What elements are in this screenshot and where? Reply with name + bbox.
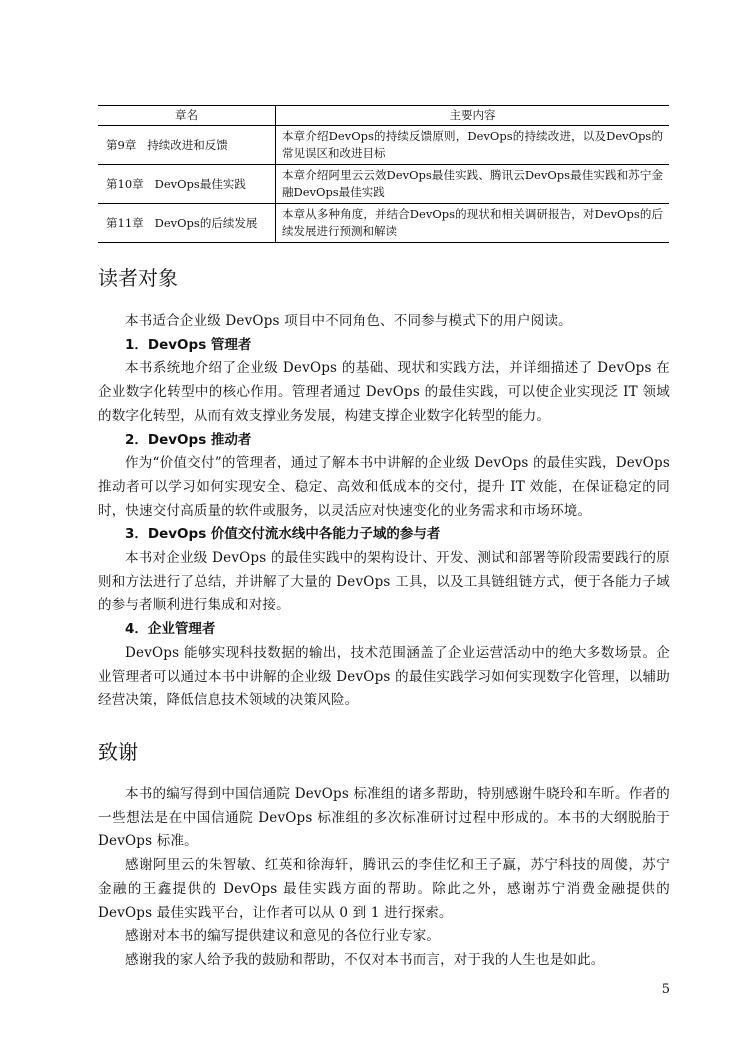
chapter-name-cell bbox=[98, 165, 276, 204]
thanks-paragraph: 感谢阿里云的朱智敏、红英和徐海轩，腾讯云的李佳忆和王子赢，苏宁科技的周傻，苏宁金融的王鑫提供的 DevOps 最佳实践方面的帮助。除此之外，感谢苏宁消费金融提供的 DevOps 最佳实践平台，让作者可以从 0 到 1 进行探索。 bbox=[98, 857, 670, 921]
readers-section-body bbox=[98, 310, 670, 713]
readers-section-title: 读者对象 bbox=[98, 266, 178, 290]
chapter-content-cell: 本章介绍阿里云云效DevOps最佳实践、腾讯云DevOps最佳实践和苏宁金融DevOps最佳实践 bbox=[276, 165, 670, 204]
table-row bbox=[98, 126, 669, 165]
chapter-number: 第9章 bbox=[106, 137, 137, 152]
table-row bbox=[98, 204, 669, 243]
reader-text-pipeline-participant: 本书对企业级 DevOps 的最佳实践中的架构设计、开发、测试和部署等阶段需要践行的原则和方法进行了总结，并讲解了大量的 DevOps 工具，以及工具链组链方式，便于各能力子域的参与者顺利进行集成和对接。 bbox=[98, 550, 670, 614]
chapter-title: 持续改进和反馈 bbox=[147, 137, 228, 152]
reader-text-devops-promoter: 作为“价值交付”的管理者，通过了解本书中讲解的企业级 DevOps 的最佳实践，DevOps 推动者可以学习如何实现安全、稳定、高效和低成本的交付，提升 IT 效能，在保证稳定的同时，快速交付高质量的软件或服务，以灵活应对快速变化的业务需求和市场环境。 bbox=[98, 455, 670, 519]
table-header-chapter: 章名 bbox=[98, 106, 276, 126]
reader-heading-devops-manager: 1．DevOps 管理者 bbox=[125, 336, 252, 353]
chapter-content-cell: 本章介绍DevOps的持续反馈原则，DevOps的持续改进，以及DevOps的常见误区和改进目标 bbox=[276, 126, 670, 165]
page-number: 5 bbox=[661, 982, 670, 997]
thanks-section-body bbox=[98, 783, 670, 973]
chapter-title: DevOps最佳实践 bbox=[154, 176, 246, 191]
chapter-content-cell: 本章从多种角度，并结合DevOps的现状和相关调研报告，对DevOps的后续发展进行预测和解读 bbox=[276, 204, 670, 243]
thanks-paragraph: 本书的编写得到中国信通院 DevOps 标准组的诸多帮助，特别感谢牛晓玲和车昕。作者的一些想法是在中国信通院 DevOps 标准组的多次标准研讨过程中形成的。本书的大纲脱胎于 DevOps 标准。 bbox=[98, 786, 670, 850]
chapter-title: DevOps的后续发展 bbox=[154, 215, 258, 230]
table-header-row bbox=[98, 106, 669, 126]
chapter-table bbox=[98, 105, 669, 243]
reader-text-devops-manager: 本书系统地介绍了企业级 DevOps 的基础、现状和实践方法，并详细描述了 DevOps 在企业数字化转型中的核心作用。管理者通过 DevOps 的最佳实践，可以使企业实现泛 IT 领域的数字化转型，从而有效支撑业务发展，构建支撑企业数字化转型的能力。 bbox=[98, 360, 670, 424]
thanks-paragraph: 感谢我的家人给予我的鼓励和帮助，不仅对本书而言，对于我的人生也是如此。 bbox=[125, 951, 605, 968]
chapter-number: 第10章 bbox=[106, 176, 144, 191]
thanks-section-title: 致谢 bbox=[98, 740, 138, 764]
chapter-number: 第11章 bbox=[106, 215, 144, 230]
reader-heading-pipeline-participant: 3．DevOps 价值交付流水线中各能力子域的参与者 bbox=[125, 526, 441, 543]
chapter-name-cell bbox=[98, 126, 276, 165]
readers-intro: 本书适合企业级 DevOps 项目中不同角色、不同参与模式下的用户阅读。 bbox=[125, 313, 572, 329]
table-header-content: 主要内容 bbox=[276, 106, 670, 126]
reader-text-enterprise-manager: DevOps 能够实现科技数据的输出，技术范围涵盖了企业运营活动中的绝大多数场景。企业管理者可以通过本书中讲解的企业级 DevOps 的最佳实践学习如何实现数字化管理，以辅助经营决策，降低信息技术领域的决策风险。 bbox=[98, 644, 670, 709]
chapter-name-cell bbox=[98, 204, 276, 243]
reader-heading-enterprise-manager: 4．企业管理者 bbox=[125, 621, 216, 638]
thanks-paragraph: 感谢对本书的编写提供建议和意见的各位行业专家。 bbox=[125, 928, 441, 945]
reader-heading-devops-promoter: 2．DevOps 推动者 bbox=[125, 431, 252, 448]
table-row bbox=[98, 165, 669, 204]
